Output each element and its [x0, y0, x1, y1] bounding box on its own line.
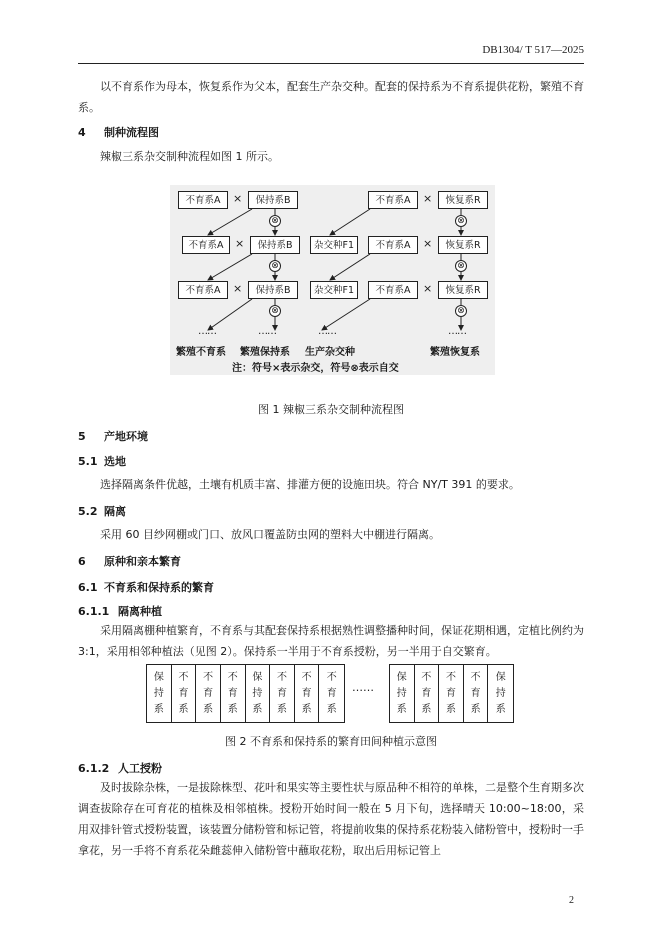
continuation-dots: …… [198, 326, 216, 337]
section-4-text: 辣椒三系杂交制种流程如图 1 所示。 [100, 150, 279, 163]
section-title: 选地 [104, 455, 126, 468]
flowchart-figure [170, 185, 495, 375]
section-5-heading [78, 428, 148, 444]
cross-symbol: × [423, 192, 433, 205]
section-6-1-1-text: 采用隔离棚种植繁育，不育系与其配套保持系根据熟性调整播种时间，保证花期相遇，定植比例约为 3:1，采用相邻种植法（见图 2）。保持系一半用于不育系授粉，另一半用于自交繁育。 [78, 624, 584, 658]
hybrid-box: 杂交种F1 [310, 236, 358, 254]
planting-strip-right [389, 664, 514, 723]
section-5-1-heading [78, 453, 126, 469]
section-number: 5 [78, 430, 86, 443]
cross-arrow [330, 254, 370, 280]
sterile-row: 不 育 系 [270, 665, 295, 722]
continuation-dots: …… [258, 326, 276, 337]
section-title: 原种和亲本繁育 [104, 555, 181, 568]
document-code: DB1304/ T 517—2025 [482, 44, 584, 56]
label-propagate-sterile: 繁殖不育系 [176, 347, 226, 358]
section-4-heading [78, 124, 159, 140]
label-propagate-restorer: 繁殖恢复系 [430, 347, 480, 358]
section-number: 5.1 [78, 455, 98, 468]
section-5-2-text: 采用 60 目纱网棚或门口、放风口覆盖防虫网的塑料大中棚进行隔离。 [100, 528, 440, 541]
self-symbol: ⊗ [455, 305, 467, 317]
section-6-heading [78, 553, 181, 569]
section-number: 5.2 [78, 505, 98, 518]
section-6-1-2-text: 及时拔除杂株，一是拔除株型、花叶和果实等主要性状与原品种不相符的单株，二是整个生育期多次调查拔除存在可育花的植株及相邻植株。授粉开始时间一般在 5 月下旬，选择晴天 10:00~18:00，采用双排针管式授粉装置，该装置分储粉管和标记管，将提前收集的保持系花粉装入储粉管中，授粉时一手拿花，另一手将不育系花朵雌蕊伸入储粉管中蘸取花粉，取出后用标记管上 [78, 781, 584, 857]
figure-2-caption: 图 2 不育系和保持系的繁育田间种植示意图 [225, 735, 437, 748]
section-title: 人工授粉 [118, 762, 162, 775]
section-number: 6.1 [78, 581, 98, 594]
section-title: 隔离种植 [118, 605, 162, 618]
continuation-dots: …… [318, 326, 336, 337]
self-symbol: ⊗ [455, 260, 467, 272]
maintainer-row: 保 持 系 [246, 665, 271, 722]
sterile-row: 不 育 系 [221, 665, 246, 722]
section-5-2-heading [78, 503, 126, 519]
maintainer-row: 保 持 系 [390, 665, 415, 722]
sterile-line-box: 不育系A [368, 281, 418, 299]
sterile-row: 不 育 系 [196, 665, 221, 722]
cross-symbol: × [423, 237, 433, 250]
section-6-1-heading [78, 579, 214, 595]
section-title: 不育系和保持系的繁育 [104, 581, 214, 594]
sterile-row: 不 育 系 [415, 665, 440, 722]
maintainer-row: 保 持 系 [495, 671, 506, 715]
maintainer-line-box: 保持系B [248, 191, 298, 209]
self-symbol: ⊗ [269, 305, 281, 317]
self-symbol: ⊗ [269, 215, 281, 227]
maintainer-row: 保 持 系 [147, 665, 172, 722]
section-title: 制种流程图 [104, 126, 159, 139]
restorer-line-box: 恢复系R [438, 281, 488, 299]
hybrid-box: 杂交种F1 [310, 281, 358, 299]
sterile-line-box: 不育系A [368, 191, 418, 209]
page-number: 2 [569, 895, 574, 906]
cross-arrow [208, 209, 252, 235]
label-propagate-maintainer: 繁殖保持系 [240, 347, 290, 358]
sterile-row: 不 育 系 [295, 665, 320, 722]
self-symbol: ⊗ [455, 215, 467, 227]
section-number: 6 [78, 555, 86, 568]
section-title: 隔离 [104, 505, 126, 518]
maintainer-line-box: 保持系B [248, 281, 298, 299]
sterile-line-box: 不育系A [178, 191, 228, 209]
section-title: 产地环境 [104, 430, 148, 443]
section-6-1-2-heading [78, 760, 162, 776]
sterile-line-box: 不育系A [182, 236, 230, 254]
intro-paragraph: 以不育系作为母本，恢复系作为父本，配套生产杂交种。配套的保持系为不育系提供花粉，繁殖不育系。 [78, 80, 584, 114]
sterile-line-box: 不育系A [178, 281, 228, 299]
continuation-dots: …… [448, 326, 466, 337]
cross-symbol: × [233, 192, 243, 205]
figure-note: 注：符号×表示杂交，符号⊗表示自交 [232, 363, 399, 374]
planting-strip-left [146, 664, 345, 723]
section-number: 6.1.2 [78, 762, 110, 775]
cross-arrow [330, 209, 370, 235]
restorer-line-box: 恢复系R [438, 191, 488, 209]
sterile-row: 不 育 系 [326, 671, 337, 715]
cross-arrow [208, 254, 252, 280]
maintainer-line-box: 保持系B [250, 236, 300, 254]
figure-1-caption: 图 1 辣椒三系杂交制种流程图 [258, 403, 404, 416]
cross-symbol: × [235, 237, 245, 250]
sterile-row: 不 育 系 [172, 665, 197, 722]
cross-symbol: × [233, 282, 243, 295]
sterile-line-box: 不育系A [368, 236, 418, 254]
section-number: 4 [78, 126, 86, 139]
strip-ellipsis: …… [352, 681, 374, 694]
sterile-row: 不 育 系 [464, 665, 489, 722]
cross-symbol: × [423, 282, 433, 295]
label-produce-hybrid: 生产杂交种 [305, 347, 355, 358]
section-number: 6.1.1 [78, 605, 110, 618]
section-6-1-1-heading [78, 603, 162, 619]
section-5-1-text: 选择隔离条件优越，土壤有机质丰富、排灌方便的设施田块。符合 NY/T 391 的要求。 [100, 478, 520, 491]
sterile-row: 不 育 系 [439, 665, 464, 722]
self-symbol: ⊗ [269, 260, 281, 272]
restorer-line-box: 恢复系R [438, 236, 488, 254]
header-rule [78, 63, 584, 64]
